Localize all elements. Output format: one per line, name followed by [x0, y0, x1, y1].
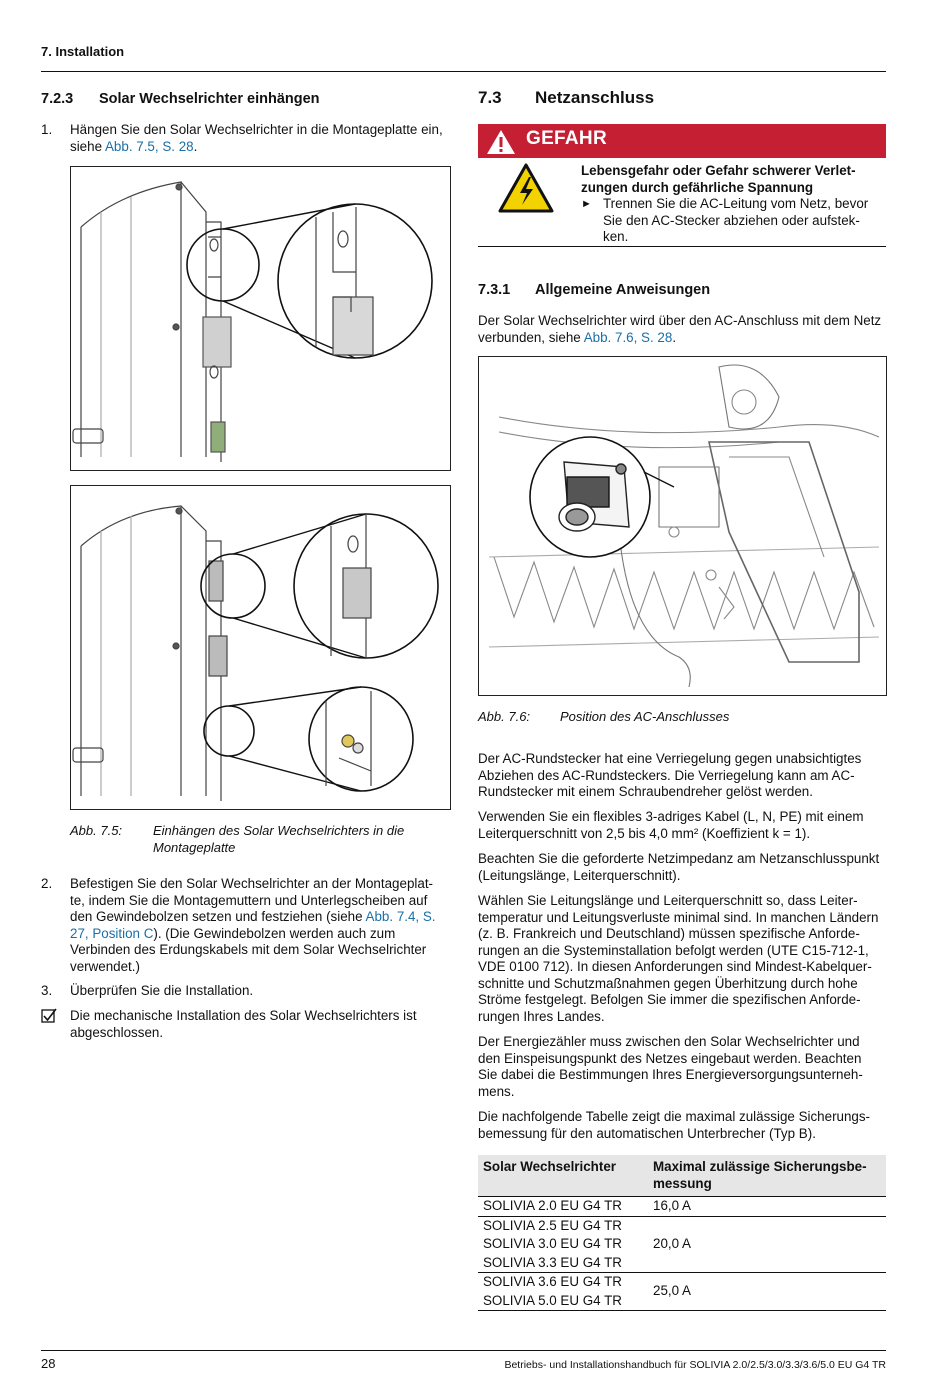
table-row: [478, 1216, 886, 1235]
result-text: Die mechanische Installation des Solar Wechselrichters ist abgeschlossen.: [70, 1008, 417, 1040]
page-number: 28: [41, 1356, 56, 1371]
table-row: [478, 1197, 886, 1217]
document-title: Betriebs- und Installationshandbuch für SOLIVIA 2.0/2.5/3.0/3.3/3.6/5.0 EU G4 TR: [504, 1359, 886, 1371]
section-title: Solar Wechselrichter einhängen: [99, 91, 320, 107]
danger-action: [581, 196, 881, 246]
section-number: 7.2.3: [41, 91, 74, 107]
step-number: 3.: [41, 983, 53, 998]
section-title: Netzanschluss: [535, 88, 655, 107]
table-cell-value: 20,0 A: [648, 1216, 886, 1273]
table-cell-value: 25,0 A: [648, 1273, 886, 1311]
figure-7-6: [478, 356, 887, 696]
step-number: 1.: [41, 122, 53, 137]
figure-7-5-bottom: [70, 485, 451, 810]
step-2: [41, 876, 441, 975]
step-text: Überprüfen Sie die Installation.: [70, 983, 254, 998]
table-cell-value: 16,0 A: [653, 1198, 691, 1213]
step-number: 2.: [41, 876, 53, 891]
fuse-rating-table: [478, 1155, 886, 1311]
section-heading-7-3-1: [478, 282, 711, 299]
table-header-row: [478, 1155, 886, 1197]
section-title: Allgemeine Anweisungen: [535, 282, 711, 298]
paragraph-5: Der Energiezähler muss zwischen den Solar Wechselrichter und den Einspeisungspunkt des Netzes eingebaut werden. Beachten Sie dabei die Bestimmungen Ihres Energieversorgungsunterneh-mens.: [478, 1034, 863, 1099]
paragraph-3: Beachten Sie die geforderte Netzimpedanz am Netzanschlusspunkt (Leitungslänge, Leiterquerschnitt).: [478, 851, 880, 883]
figure-7-5-top: [70, 166, 451, 471]
checkbox-checked-icon: [41, 1008, 57, 1024]
running-header: 7. Installation: [41, 44, 125, 59]
paragraph-2: Verwenden Sie ein flexibles 3-adriges Kabel (L, N, PE) mit einem Leiterquerschnitt von 2,5 bis 4,0 mm² (Koeffizient k = 1).: [478, 809, 864, 841]
ac-connector-illustration: [479, 357, 886, 695]
inverter-mounting-illustration-2: [71, 486, 450, 809]
section-number: 7.3: [478, 88, 502, 107]
danger-content: [581, 163, 881, 246]
table-row: [478, 1273, 886, 1292]
column-header: Solar Wechselrichter: [478, 1155, 648, 1197]
section-heading-7-3: [478, 88, 655, 107]
footer-rule: [41, 1350, 886, 1351]
table-cell-model: SOLIVIA 2.0 EU G4 TR: [478, 1197, 648, 1217]
danger-heading: Lebensgefahr oder Gefahr schwerer Verlet-zungen durch gefährliche Spannung: [581, 163, 856, 195]
step-1: [41, 122, 451, 155]
figure-7-5-caption: [70, 823, 450, 856]
column-header: Maximal zulässige Sicherungsbe-messung: [648, 1155, 886, 1197]
figure-link[interactable]: Abb. 7.5, S. 28: [105, 138, 194, 154]
figure-link[interactable]: Abb. 7.6, S. 28: [583, 329, 673, 345]
figure-7-6-caption: [478, 709, 883, 726]
section-heading-7-2-3: [41, 91, 320, 108]
table-cell-model: SOLIVIA 3.0 EU G4 TR: [478, 1235, 648, 1254]
table-cell-model: SOLIVIA 5.0 EU G4 TR: [478, 1292, 648, 1311]
caption-label: Abb. 7.6:: [478, 709, 531, 724]
danger-label: GEFAHR: [526, 128, 607, 149]
result-line: [41, 1008, 441, 1041]
step-text: Hängen Sie den Solar Wechselrichter in die Montageplatte ein, siehe Abb. 7.5, S. 28.: [70, 122, 443, 154]
paragraph-6: Die nachfolgende Tabelle zeigt die maximal zulässige Sicherungs-bemessung für den automatischen Unterbrecher (Typ B).: [478, 1109, 871, 1141]
caption-text: Einhängen des Solar Wechselrichters in die Montageplatte: [153, 823, 405, 855]
header-rule: [41, 71, 886, 72]
danger-rule: [478, 246, 886, 247]
figure-link[interactable]: Abb. 7.4, S. 27, Position C: [70, 909, 436, 941]
warning-triangle-icon: [486, 129, 516, 155]
paragraph-4: Wählen Sie Leitungslänge und Leiterquerschnitt so, dass Leiter-temperatur und Leitungsverluste minimal sind. In manchen Ländern (z. B. Frankreich und Deutschland) müssen spezifische Anforde-rungen an die Systeminstallation befolgt werden (UTE C15-712-1, VDE 0100 712). In diesen Anforderungen sind Mindest-Kabelquer-schnitte und Schutzmaßnahmen gegen Überhitzung durch hohe Ströme festgelegt. Befolgen Sie immer die spezifischen Anforde-rungen Ihres Landes.: [478, 893, 879, 1024]
intro-text: Der Solar Wechselrichter wird über den AC-Anschluss mit dem Netz verbunden, siehe Abb. 7.6, S. 28.: [478, 313, 882, 345]
step-3: [41, 983, 441, 1000]
table-cell-model: SOLIVIA 3.3 EU G4 TR: [478, 1254, 648, 1273]
table-cell-model: SOLIVIA 2.5 EU G4 TR: [478, 1216, 648, 1235]
caption-label: Abb. 7.5:: [70, 823, 123, 838]
danger-banner: [478, 124, 886, 158]
paragraph-1: Der AC-Rundstecker hat eine Verriegelung gegen unabsichtigtes Abziehen des AC-Rundsteckers. Die Verriegelung kann am AC-Rundstecker mit einem Schraubendreher gelöst werden.: [478, 751, 862, 799]
caption-text: Position des AC-Anschlusses: [560, 709, 730, 724]
arrow-right-icon: ►: [581, 198, 592, 210]
step-text: Befestigen Sie den Solar Wechselrichter an der Montageplat-te, indem Sie die Montagemuttern und Unterlegscheiben auf den Gewindebolzen setzen und festziehen (siehe Abb. 7.4, S. 27, Position C). (Die Gewindebolzen werden auch zum Verbinden des Erdungskabels mit dem Solar Wechselrichter verwendet.): [70, 876, 436, 974]
danger-action-text: Trennen Sie die AC-Leitung vom Netz, bevor Sie den AC-Stecker abziehen oder aufstek-ken.: [603, 196, 869, 244]
section-number: 7.3.1: [478, 282, 511, 298]
inverter-mounting-illustration: [71, 167, 450, 470]
table-cell-model: SOLIVIA 3.6 EU G4 TR: [478, 1273, 648, 1292]
high-voltage-icon: [498, 163, 554, 213]
